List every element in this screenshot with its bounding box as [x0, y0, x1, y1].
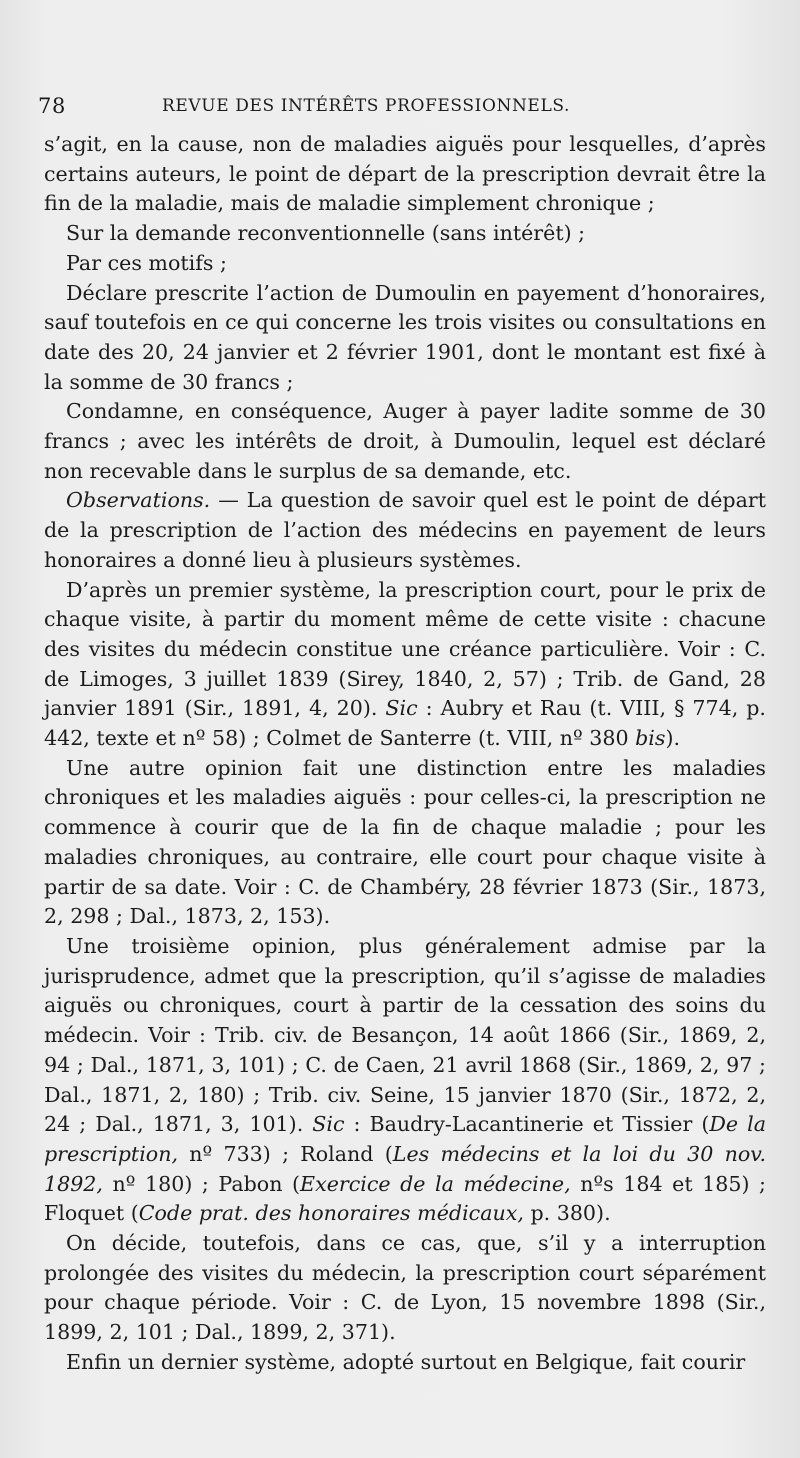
paragraph-3: Par ces motifs ;	[66, 250, 227, 275]
text-run: D’après un premier système, la prescription court, pour le prix de chaque visite, à partir du moment même de cette visite : chacune des visites du médecin constitue une créance particulière. Voir : C. de Limoges, 3 juillet 1839 (Sirey, 1840, 2, 57) ; Trib. de Gand, 28 janvier 1891 (Sir., 1891, 4, 20).	[44, 577, 766, 721]
paragraph-2: Sur la demande reconventionnelle (sans intérêt) ;	[66, 221, 586, 246]
paragraph-6	[44, 486, 766, 575]
paragraph-11: Enfin un dernier système, adopté surtout en Belgique, fait courir	[66, 1349, 746, 1374]
document-page	[38, 88, 766, 1378]
observations-text: — La question de savoir quel est le point de départ de la prescription de l’action des médecins en payement de leurs honoraires a donné lieu à plusieurs systèmes.	[44, 488, 766, 572]
text-run: : Baudry-Lacantinerie et Tissier (	[344, 1112, 710, 1137]
paragraph-8: Une autre opinion fait une distinction entre les maladies chroniques et les maladies aiguës : pour celles-ci, la prescription ne commence à courir que de la fin de chaque maladie ; pour les maladies chroniques, au contraire, elle court pour chaque visite à partir de sa date. Voir : C. de Chambéry, 28 février 1873 (Sir., 1873, 2, 298 ; Dal., 1873, 2, 153).	[44, 755, 766, 929]
paragraph-1: s’agit, en la cause, non de maladies aiguës pour lesquelles, d’après certains auteurs, le point de départ de la prescription devrait être la fin de la maladie, mais de maladie simplement chronique ;	[44, 132, 766, 216]
italic-run: Sic	[312, 1112, 345, 1137]
italic-run: Exercice de la médecine,	[300, 1171, 571, 1196]
text-run: nºs 184 et 185) ; Floquet (	[44, 1171, 766, 1226]
running-title: REVUE DES INTÉRÊTS PROFESSIONNELS.	[162, 96, 570, 116]
paragraph-10: On décide, toutefois, dans ce cas, que, s’il y a interruption prolongée des visites du médecin, la prescription court séparément pour chaque période. Voir : C. de Lyon, 15 novembre 1898 (Sir., 1899, 2, 101 ; Dal., 1899, 2, 371).	[44, 1231, 766, 1345]
paragraph-5: Condamne, en conséquence, Auger à payer ladite somme de 30 francs ; avec les intérêts de droit, à Dumoulin, lequel est déclaré non recevable dans le surplus de sa demande, etc.	[44, 399, 766, 483]
running-header	[38, 88, 766, 124]
text-run: p. 380).	[523, 1201, 611, 1226]
italic-run: bis	[635, 726, 666, 751]
paragraph-9	[44, 932, 766, 1229]
text-run: nº 733) ; Roland (	[178, 1141, 393, 1166]
italic-run: Les médecins et la loi du 30 nov. 1892,	[44, 1141, 766, 1196]
text-run: nº 180) ; Pabon (	[102, 1171, 301, 1196]
paragraph-7	[44, 576, 766, 754]
text-run: : Aubry et Rau (t. VIII, § 774, p. 442, texte et nº 58) ; Colmet de Santerre (t. VIII, nº 380	[44, 696, 766, 751]
italic-run: De la prescription,	[44, 1112, 766, 1166]
paragraph-4: Déclare prescrite l’action de Dumoulin en payement d’honoraires, sauf toutefois en ce qui concerne les trois visites ou consultations en date des 20, 24 janvier et 2 février 1901, dont le montant est fixé à la somme de 30 francs ;	[44, 280, 766, 394]
body-text	[44, 130, 766, 1378]
observations-label: Observations.	[66, 488, 211, 513]
page-number: 78	[38, 94, 66, 118]
italic-run: Code prat. des honoraires médicaux,	[138, 1201, 524, 1226]
text-run: ).	[665, 726, 681, 751]
italic-run: Sic	[385, 696, 418, 721]
text-run: Une troisième opinion, plus généralement admise par la jurisprudence, admet que la prescription, qu’il s’agisse de maladies aiguës ou chroniques, court à partir de la cessation des soins du médecin. Voir : Trib. civ. de Besançon, 14 août 1866 (Sir., 1869, 2, 94 ; Dal., 1871, 3, 101) ; C. de Caen, 21 avril 1868 (Sir., 1869, 2, 97 ; Dal., 1871, 2, 180) ; Trib. civ. Seine, 15 janvier 1870 (Sir., 1872, 2, 24 ; Dal., 1871, 3, 101).	[44, 933, 766, 1137]
